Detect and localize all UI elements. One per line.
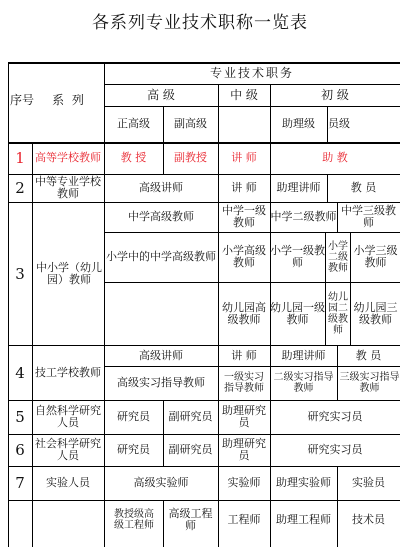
table-cell: 中学高级教师	[128, 210, 194, 223]
table-cell: 幼儿园一级教师	[270, 300, 325, 326]
table-row-series: 社会科学研究人员	[35, 437, 101, 462]
table-row-series: 自然科学研究人员	[35, 404, 101, 429]
table-cell: 高级讲师	[139, 181, 183, 194]
table-row-number: 6	[15, 441, 25, 459]
table-row-number: 5	[15, 408, 25, 426]
table-cell: 幼儿园三级教师	[353, 300, 398, 326]
table-cell: 中学三级教师	[341, 204, 396, 229]
header-deputy-senior: 副高级	[174, 117, 207, 130]
table-cell: 实验员	[352, 476, 385, 489]
table-cell: 副研究员	[168, 443, 213, 456]
header-group: 专业技术职务	[209, 66, 294, 80]
table-cell: 一级实习指导教师	[224, 372, 264, 394]
table-cell: 助理讲师	[281, 348, 326, 362]
table-cell: 讲 师	[231, 348, 257, 362]
table-cell: 助理讲师	[276, 181, 321, 194]
table-cell: 研究实习员	[307, 443, 363, 456]
table-cell: 助 教	[322, 151, 348, 164]
table-row-number: 1	[15, 149, 25, 167]
table-cell: 副研究员	[168, 410, 213, 423]
table-cell: 小学中的中学高级教师	[106, 250, 216, 263]
table-row-number: 3	[15, 264, 25, 283]
table-cell: 实验师	[227, 476, 261, 489]
table-cell: 高级讲师	[139, 348, 183, 362]
table-cell: 助理研究员	[222, 437, 266, 462]
table-row-series: 实验人员	[46, 476, 90, 489]
table-row-number: 4	[15, 363, 25, 382]
header-staff: 员级	[328, 117, 350, 130]
table-cell: 副教授	[174, 151, 207, 164]
table-cell: 二级实习指导教师	[273, 372, 334, 394]
table-cell: 幼儿园二级教师	[328, 291, 348, 336]
table-cell: 教 授	[120, 151, 147, 164]
table-cell: 助理工程师	[276, 513, 331, 526]
header-no: 序号	[9, 93, 34, 107]
table-cell: 研究员	[117, 410, 150, 423]
table-cell: 助理实验师	[276, 476, 331, 489]
header-series: 系 列	[52, 93, 86, 107]
table-cell: 高级实验师	[133, 476, 189, 489]
table-row-series: 中等专业学校教师	[35, 175, 101, 200]
header-junior: 初 级	[321, 88, 349, 102]
table-cell: 技术员	[352, 513, 385, 526]
header-assistant: 助理级	[282, 117, 315, 130]
table-cell: 讲 师	[231, 181, 257, 194]
table-row-number: 7	[15, 474, 25, 492]
table-cell: 工程师	[227, 513, 261, 526]
table-cell: 讲 师	[231, 151, 257, 164]
table-cell: 高级工程师	[168, 507, 213, 532]
table-cell: 教 员	[355, 348, 382, 362]
table-cell: 三级实习指导教师	[339, 372, 400, 394]
table-cell: 高级实习指导教师	[117, 376, 205, 389]
table-cell: 小学高级教师	[222, 244, 266, 269]
table-cell: 中学一级教师	[222, 204, 266, 229]
header-senior: 高 级	[147, 88, 175, 102]
table-cell: 小学一级教师	[270, 244, 325, 269]
header-middle: 中 级	[230, 88, 258, 102]
table-cell: 研究员	[117, 443, 150, 456]
table-row-series: 高等学校教师	[35, 151, 101, 164]
table-cell: 幼儿园高级教师	[222, 300, 266, 326]
table-row-number: 2	[15, 179, 25, 197]
table-row-series: 技工学校教师	[35, 365, 101, 379]
table-cell: 教 员	[350, 181, 377, 194]
table-cell: 小学三级教师	[353, 244, 398, 269]
table-cell: 研究实习员	[307, 410, 363, 423]
header-full-senior: 正高级	[117, 117, 150, 130]
table-row-series: 中小学（幼儿园）教师	[36, 260, 102, 286]
table-cell: 中学二级教师	[270, 210, 337, 223]
page-title: 各系列专业技术职称一览表	[92, 13, 308, 33]
table-cell: 教授级高级工程师	[114, 509, 154, 531]
table-cell: 小学二级教师	[328, 240, 348, 274]
table-cell: 助理研究员	[222, 404, 266, 429]
